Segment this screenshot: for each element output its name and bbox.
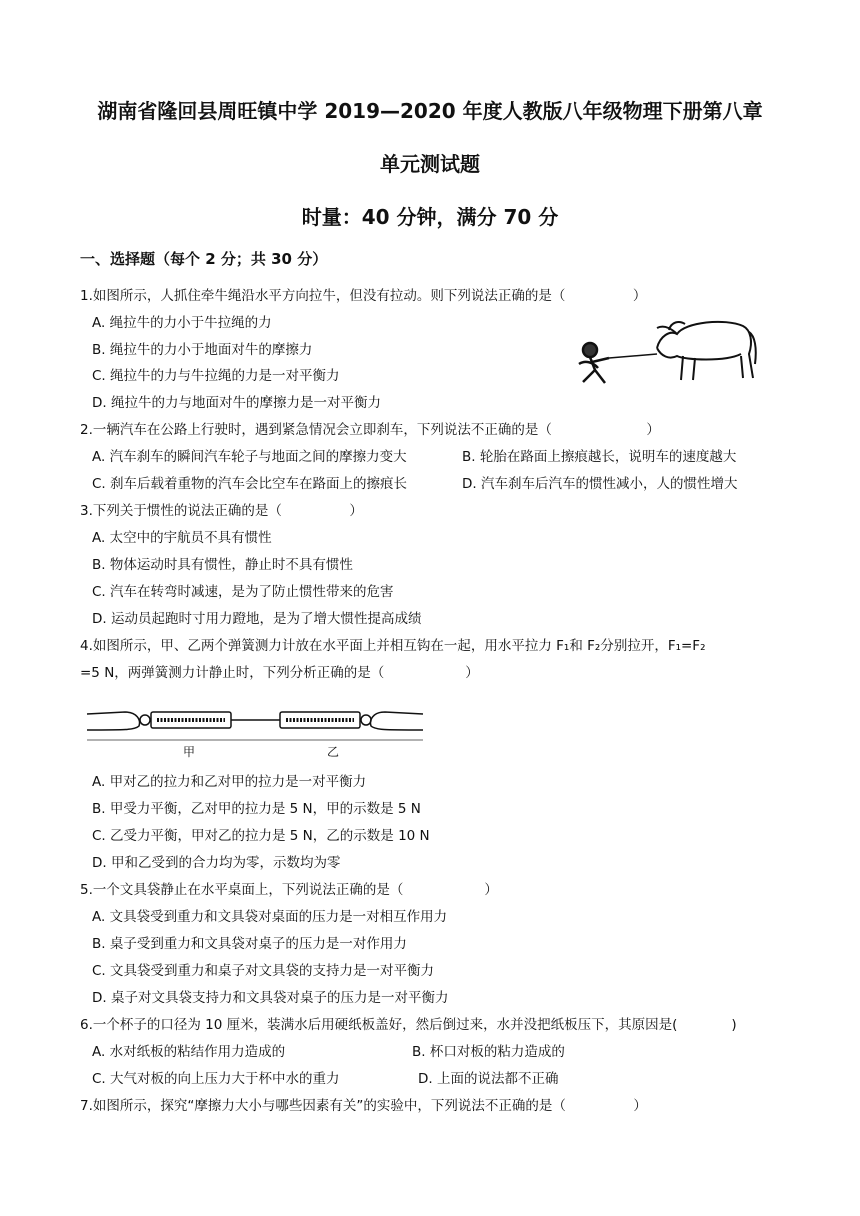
question-2-option-a: A. 汽车刹车的瞬间汽车轮子与地面之间的摩擦力变大 — [92, 449, 407, 465]
question-4-option-b: B. 甲受力平衡，乙对甲的拉力是 5 N，甲的示数是 5 N — [92, 801, 421, 817]
spring-scale-yi — [280, 712, 360, 728]
page-subtitle: 单元测试题 — [380, 152, 480, 176]
question-3-option-b: B. 物体运动时具有惯性，静止时不具有惯性 — [92, 557, 353, 573]
question-5-option-a: A. 文具袋受到重力和文具袋对桌面的压力是一对相互作用力 — [92, 909, 448, 925]
exam-info: 时量：40 分钟，满分 70 分 — [301, 205, 559, 229]
question-5-option-d: D. 桌子对文具袋支持力和文具袋对桌子的压力是一对平衡力 — [92, 990, 449, 1006]
question-1-option-c: C. 绳拉牛的力与牛拉绳的力是一对平衡力 — [92, 368, 340, 384]
question-2-option-c: C. 刹车后载着重物的汽车会比空车在路面上的擦痕长 — [92, 476, 408, 492]
question-2-option-d: D. 汽车刹车后汽车的惯性减小，人的惯性增大 — [462, 476, 738, 492]
question-5-stem: 5.一个文具袋静止在水平桌面上，下列说法正确的是（ ） — [80, 882, 498, 898]
ox-figure — [657, 322, 756, 380]
question-6-stem: 6.一个杯子的口径为 10 厘米，装满水后用硬纸板盖好，然后倒过来，水并没把纸板压下，其原因是( ) — [80, 1017, 737, 1033]
label-yi: 乙 — [327, 745, 340, 759]
question-6-option-c: C. 大气对板的向上压力大于杯中水的重力 — [92, 1071, 340, 1087]
question-4-stem-line1: 4.如图所示，甲、乙两个弹簧测力计放在水平面上并相互钩在一起，用水平拉力 F₁和 F₂分别拉开，F₁=F₂ — [80, 638, 706, 654]
question-6-option-d: D. 上面的说法都不正确 — [418, 1071, 559, 1087]
question-5-option-c: C. 文具袋受到重力和桌子对文具袋的支持力是一对平衡力 — [92, 963, 435, 979]
question-1-option-d: D. 绳拉牛的力与地面对牛的摩擦力是一对平衡力 — [92, 395, 381, 411]
right-hand — [371, 712, 423, 730]
question-3-option-d: D. 运动员起跑时寸用力蹬地，是为了增大惯性提高成绩 — [92, 611, 422, 627]
question-4-option-a: A. 甲对乙的拉力和乙对甲的拉力是一对平衡力 — [92, 774, 367, 790]
man-pulling-ox-figure — [565, 308, 760, 398]
question-3-option-c: C. 汽车在转弯时减速，是为了防止惯性带来的危害 — [92, 584, 394, 600]
question-1-stem: 1.如图所示，人抓住牵牛绳沿水平方向拉牛，但没有拉动。则下列说法正确的是（ ） — [80, 288, 647, 304]
question-2-option-b: B. 轮胎在路面上擦痕越长，说明车的速度越大 — [462, 449, 737, 465]
question-1-option-b: B. 绳拉牛的力小于地面对牛的摩擦力 — [92, 342, 313, 358]
man-figure — [579, 343, 609, 383]
question-4-stem-line2: =5 N，两弹簧测力计静止时，下列分析正确的是（ ） — [80, 665, 479, 681]
question-6-option-b: B. 杯口对板的粘力造成的 — [412, 1044, 565, 1060]
label-jia: 甲 — [183, 745, 196, 759]
spring-scale-jia — [151, 712, 231, 728]
question-5-option-b: B. 桌子受到重力和文具袋对桌子的压力是一对作用力 — [92, 936, 407, 952]
question-4-option-d: D. 甲和乙受到的合力均为零，示数均为零 — [92, 855, 341, 871]
spring-scales-figure — [85, 700, 425, 760]
question-4-option-c: C. 乙受力平衡，甲对乙的拉力是 5 N，乙的示数是 10 N — [92, 828, 430, 844]
question-6-option-a: A. 水对纸板的粘结作用力造成的 — [92, 1044, 286, 1060]
question-7-stem: 7.如图所示，探究“摩擦力大小与哪些因素有关”的实验中，下列说法不正确的是（ ） — [80, 1098, 647, 1114]
question-3-stem: 3.下列关于惯性的说法正确的是（ ） — [80, 503, 363, 519]
left-hand — [87, 712, 139, 730]
question-3-option-a: A. 太空中的宇航员不具有惯性 — [92, 530, 272, 546]
rope — [609, 354, 657, 358]
section-heading: 一、选择题（每个 2 分；共 30 分） — [80, 250, 328, 268]
question-1-option-a: A. 绳拉牛的力小于牛拉绳的力 — [92, 315, 272, 331]
question-2-stem: 2.一辆汽车在公路上行驶时，遇到紧急情况会立即刹车，下列说法不正确的是（ ） — [80, 422, 660, 438]
page-title: 湖南省隆回县周旺镇中学 2019—2020 年度人教版八年级物理下册第八章 — [97, 99, 763, 123]
